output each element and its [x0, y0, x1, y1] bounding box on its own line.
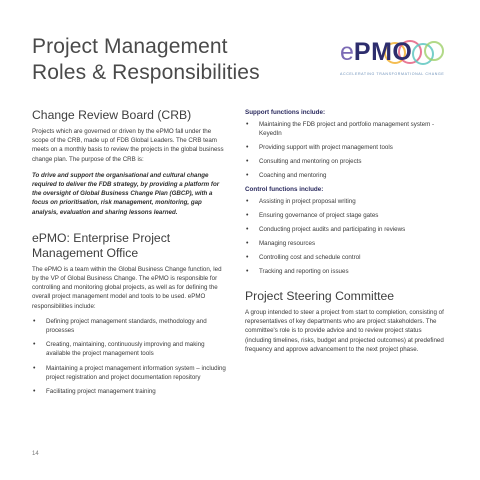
epmo-logo — [340, 37, 450, 80]
logo-e: e — [340, 37, 354, 66]
logo-ring-green — [424, 41, 444, 61]
crb-purpose: To drive and support the organisational and cultural change required to deliver the FDB strategy, by providing a platform for the oversight of Global Business Change Plan (GBCP), with a focus on prioritisation, risk management, monitoring, gap analysis, evaluation and sharing lessons learned. — [32, 171, 220, 216]
list-item: • Providing support with project management tools — [245, 143, 445, 152]
list-item: • Coaching and mentoring — [245, 171, 445, 180]
epmo-responsibilities-list — [32, 317, 228, 397]
support-functions-heading: Support functions include: — [245, 109, 326, 116]
page-title — [32, 34, 260, 86]
list-item: • Tracking and reporting on issues — [245, 267, 445, 276]
page-title-line-2: Roles & Responsibilities — [32, 61, 260, 84]
support-functions-list — [245, 120, 445, 180]
right-column — [245, 108, 445, 354]
list-item: • Conducting project audits and participating in reviews — [245, 225, 445, 234]
page-title-line-1: Project Management — [32, 35, 228, 58]
list-item: • Maintaining a project management information system – including project registration and project documentation repository — [32, 364, 228, 382]
crb-body: Projects which are governed or driven by the ePMO fall under the scope of the CRB, made up of FDB Global Leaders. The CRB team meets on a monthly basis to review the projects in the global business change plan. The purpose of the CRB is: — [32, 128, 224, 163]
list-item: • Assisting in project proposal writing — [245, 197, 445, 206]
epmo-heading — [32, 231, 228, 261]
list-item: • Maintaining the FDB project and portfolio management system - KeyedIn — [245, 120, 445, 138]
list-item: • Facilitating project management training — [32, 387, 228, 396]
epmo-body: The ePMO is a team within the Global Business Change function, led by the VP of Global Business Change. The ePMO is responsible for controlling and monitoring global projects, as well as for defining the overall project management model and tools to be used. ePMO responsibilities include: — [32, 265, 222, 310]
epmo-heading-line-2: Management Office — [32, 245, 139, 260]
control-functions-list — [245, 197, 445, 276]
list-item: • Consulting and mentoring on projects — [245, 157, 445, 166]
logo-tagline: ACCELERATING TRANSFORMATIONAL CHANGE — [340, 72, 445, 76]
list-item: • Defining project management standards, methodology and processes — [32, 317, 228, 335]
page-number: 14 — [32, 451, 39, 457]
list-item: • Ensuring governance of project stage gates — [245, 211, 445, 220]
list-item: • Creating, maintaining, continuously improving and making available the project management tools — [32, 340, 228, 358]
crb-heading: Change Review Board (CRB) — [32, 108, 192, 122]
steering-committee-body: A group intended to steer a project from start to completion, consisting of representatives of key departments who are project stakeholders. The committee's role is to provide advice and to review project status (including timelines, risks, budget and projected outcomes) at predefined frequency and approve advancement to the next project phase. — [245, 309, 444, 353]
logo-pmo: PMO — [353, 37, 413, 66]
control-functions-heading: Control functions include: — [245, 186, 324, 193]
list-item: • Managing resources — [245, 239, 445, 248]
logo-wordmark — [340, 37, 413, 68]
left-column — [32, 108, 228, 402]
steering-committee-heading: Project Steering Committee — [245, 289, 395, 303]
epmo-heading-line-1: ePMO: Enterprise Project — [32, 230, 171, 245]
list-item: • Controlling cost and schedule control — [245, 253, 445, 262]
